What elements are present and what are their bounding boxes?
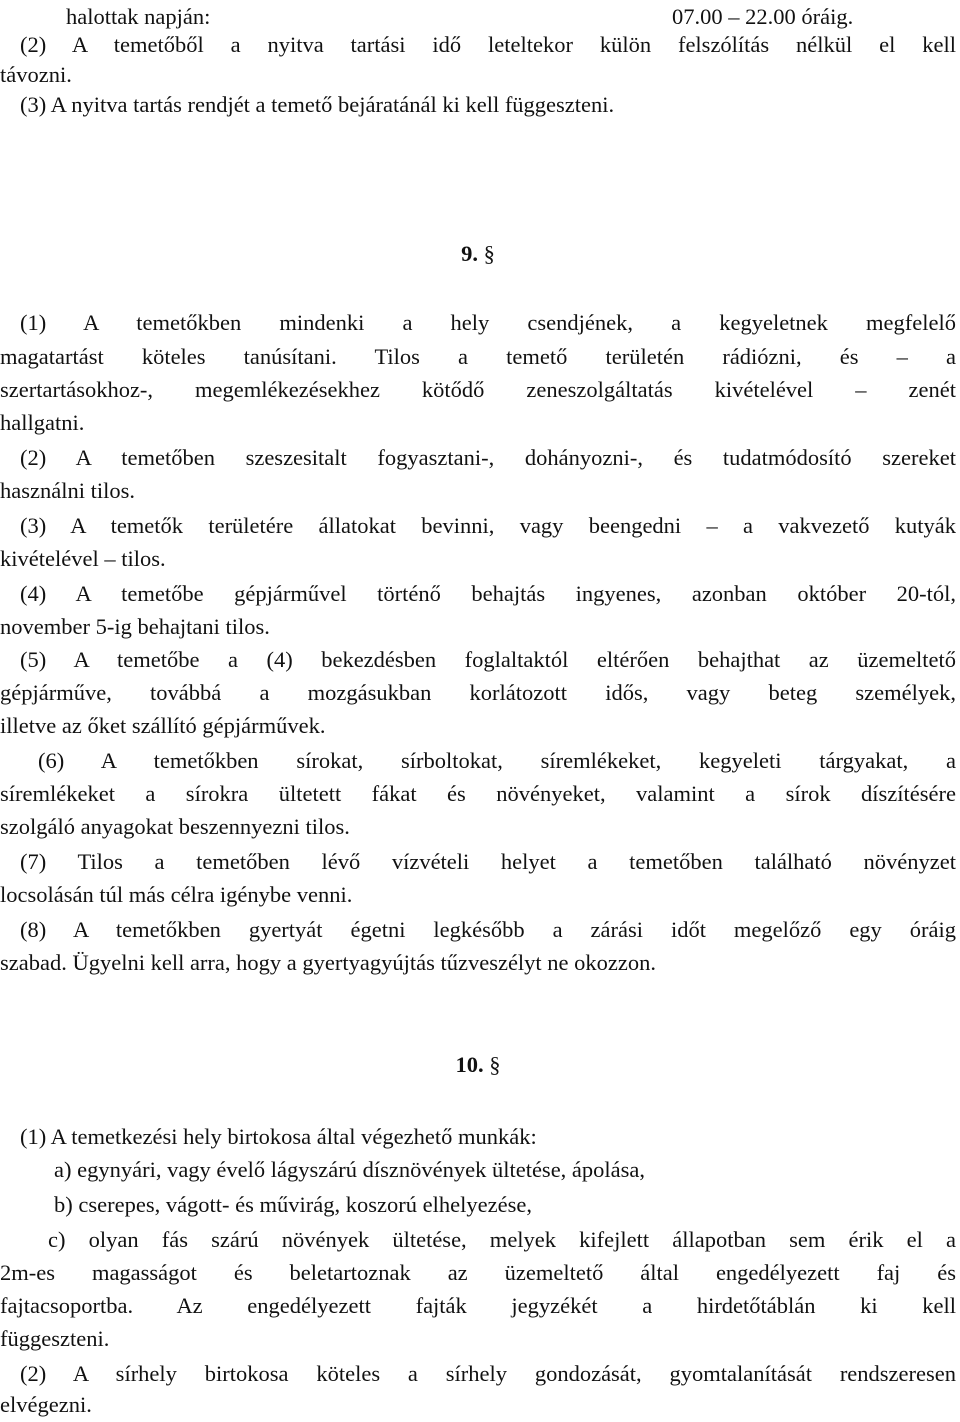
paragraph-line: hallgatni. [0, 410, 85, 435]
opening-hours-label: halottak napján: [66, 4, 211, 29]
paragraph-line: (3) A temetők területére állatokat bevinni, vagy beengedni – a vakvezető kutyák [20, 513, 956, 538]
section-sign: § [489, 1052, 501, 1077]
paragraph-line: távozni. [0, 62, 72, 87]
list-item: b) cserepes, vágott- és művirág, koszorú elhelyezése, [54, 1192, 532, 1217]
paragraph-line: (1) A temetkezési hely birtokosa által végezhető munkák: [20, 1124, 537, 1149]
paragraph-line: locsolásán túl más célra igénybe venni. [0, 882, 353, 907]
paragraph-line: (2) A temetőből a nyitva tartási idő leteltekor külön felszólítás nélkül el kell [20, 32, 956, 57]
paragraph-line: (5) A temetőbe a (4) bekezdésben foglaltaktól eltérően behajthat az üzemeltető [20, 647, 956, 672]
paragraph-line: kivételével – tilos. [0, 546, 166, 571]
list-item: a) egynyári, vagy évelő lágyszárú dísznövények ültetése, ápolása, [54, 1157, 646, 1182]
paragraph-line: (7) Tilos a temetőben lévő vízvételi helyet a temetőben található növényzet [20, 849, 956, 874]
paragraph-line: szertartásokhoz-, megemlékezésekhez kötődő zeneszolgáltatás kivételével – zenét [0, 377, 956, 402]
list-item: c) olyan fás szárú növények ültetése, melyek kifejlett állapotban sem érik el a [48, 1227, 956, 1252]
paragraph-line: (4) A temetőbe gépjárművel történő behajtás ingyenes, azonban október 20-tól, [20, 581, 956, 606]
paragraph-line: (8) A temetőkben gyertyát égetni legkésőbb a zárási időt megelőző egy óráig [20, 917, 956, 942]
section-sign: § [483, 241, 495, 266]
paragraph-line: használni tilos. [0, 478, 135, 503]
paragraph-line: (6) A temetőkben sírokat, sírboltokat, síremlékeket, kegyeleti tárgyakat, a [38, 748, 956, 773]
paragraph-line: szabad. Ügyelni kell arra, hogy a gyertyagyújtás tűzveszélyt ne okozzon. [0, 950, 657, 975]
section-heading-9 [0, 237, 956, 270]
paragraph-line: függeszteni. [0, 1326, 110, 1351]
paragraph-line: síremlékeket a sírokra ültetett fákat és növényeket, valamint a sírok díszítésére [0, 781, 956, 806]
paragraph-line: illetve az őket szállító gépjárművek. [0, 713, 326, 738]
paragraph-line: (2) A temetőben szeszesitalt fogyasztani-, dohányozni-, és tudatmódosító szereket [20, 445, 956, 470]
paragraph-line: november 5-ig behajtani tilos. [0, 614, 270, 639]
paragraph-line: gépjárműve, továbbá a mozgásukban korlátozott idős, vagy beteg személyek, [0, 680, 956, 705]
section-heading-10 [0, 1048, 956, 1081]
paragraph-line: fajtacsoportba. Az engedélyezett fajták jegyzékét a hirdetőtáblán ki kell [0, 1293, 956, 1318]
paragraph-line: (3) A nyitva tartás rendjét a temető bejáratánál ki kell függeszteni. [20, 92, 615, 117]
section-number: 9. [461, 241, 478, 266]
paragraph-line: elvégezni. [0, 1392, 92, 1417]
paragraph-line: (1) A temetőkben mindenki a hely csendjének, a kegyeletnek megfelelő [20, 310, 956, 335]
paragraph-line: (2) A sírhely birtokosa köteles a sírhely gondozását, gyomtalanítását rendszeresen [20, 1361, 956, 1386]
paragraph-line: 2m-es magasságot és beletartoznak az üzemeltető által engedélyezett faj és [0, 1260, 956, 1285]
paragraph-line: szolgáló anyagokat beszennyezni tilos. [0, 814, 350, 839]
paragraph-line: magatartást köteles tanúsítani. Tilos a temető területén rádiózni, és – a [0, 344, 956, 369]
opening-hours-value: 07.00 – 22.00 óráig. [672, 4, 854, 29]
section-number: 10. [455, 1052, 484, 1077]
